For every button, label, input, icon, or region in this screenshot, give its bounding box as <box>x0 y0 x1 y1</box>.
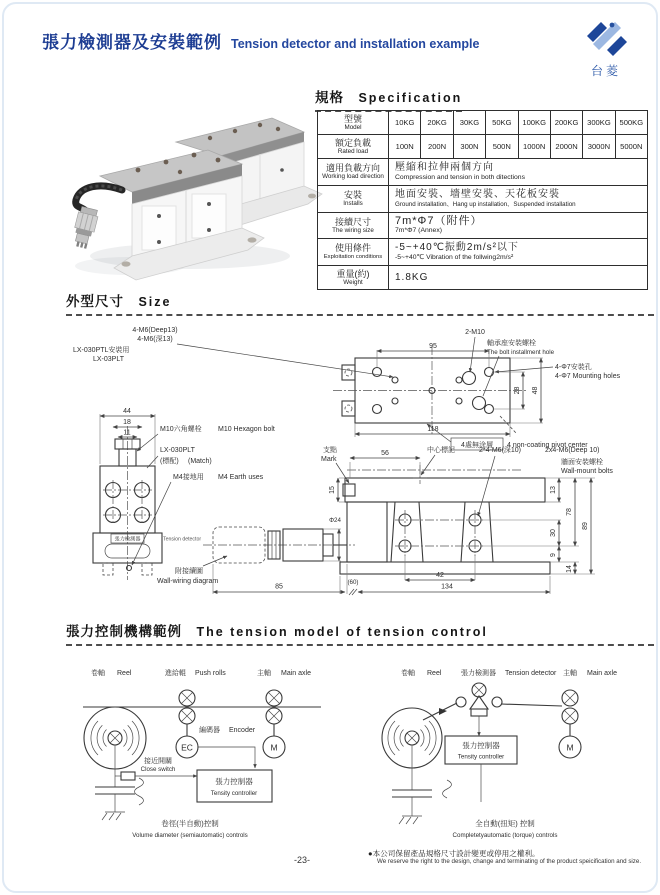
dim-48: 48 <box>532 386 539 395</box>
row-label <box>318 111 389 135</box>
label-mainaxle-zh: 主軸 <box>563 670 577 677</box>
label-2x4m6-en: 2x4-M6(Deep 10) <box>545 447 600 454</box>
model-cell: 20KG <box>421 111 453 135</box>
size-heading-en: Size <box>138 295 172 309</box>
dim-78: 78 <box>566 508 573 516</box>
dim-42: 42 <box>436 572 444 579</box>
label-mainaxle-en: Main axle <box>587 670 617 677</box>
row-label <box>318 159 389 186</box>
spec-heading <box>315 86 462 112</box>
label-zh: 額定負載 <box>334 137 371 148</box>
side-view <box>157 445 613 595</box>
label-lx-en: LX-03PLT <box>93 356 124 363</box>
label-match-zh: (標配) <box>160 458 179 465</box>
load-cell: 2000N <box>550 135 582 159</box>
weight-value <box>389 266 648 290</box>
label-hexbolt-en: M10 Hexagon bolt <box>218 426 275 433</box>
load-cell: 1000N <box>518 135 550 159</box>
diagram-automatic <box>382 668 617 839</box>
label-reel-zh: 卷軸 <box>401 670 415 677</box>
dim-95: 95 <box>429 343 437 350</box>
dim-30: 30 <box>550 529 557 537</box>
page-title-zh: 張力檢測器及安裝範例 <box>42 33 222 52</box>
label-2x4m6-zh: 2*4-M6(深10) <box>479 447 522 454</box>
cable-connector <box>70 186 122 250</box>
dim-56: 56 <box>381 450 389 457</box>
label-detector-zh: 張力檢測器 <box>114 536 141 543</box>
row-label <box>318 239 389 266</box>
label-noncoat-en: 4 non-coating pivot center <box>507 442 588 449</box>
label-wiring-diagram-en: Wall-wiring diagram <box>157 578 219 585</box>
conditions-value <box>389 239 648 266</box>
value-zh: 地面安裝、墻壁安裝、天花板安裝 <box>395 189 560 200</box>
spec-row-model <box>318 111 648 135</box>
spec-row-direction <box>318 159 648 186</box>
encoder-node: EC <box>181 742 193 753</box>
controller-box-en: Tensity controller <box>457 753 505 761</box>
spec-row-weight <box>318 266 648 290</box>
load-cell: 500N <box>486 135 518 159</box>
label-pushrolls-zh: 進給輥 <box>165 670 186 677</box>
value-en: Ground installation、Hang up installation、Suspended installation <box>395 200 576 208</box>
value-zh: 1.8KG <box>395 271 429 283</box>
row-label <box>318 266 389 290</box>
direction-value <box>389 159 648 186</box>
spec-row-wiring <box>318 213 648 239</box>
load-cell: 5000N <box>615 135 647 159</box>
page-number: -23- <box>294 855 311 865</box>
size-heading <box>66 290 654 316</box>
row-label <box>318 186 389 213</box>
label-en: Exploitation conditions <box>323 254 383 260</box>
controller-box-zh: 張力控制器 <box>215 777 253 786</box>
label-zh: 接續尺寸 <box>334 216 371 227</box>
spec-row-conditions <box>318 239 648 266</box>
model-cell: 30KG <box>453 111 485 135</box>
label-bearing-zh: 軸承座安裝螺栓 <box>487 340 536 347</box>
label-earth-zh: M4接地用 <box>173 474 204 481</box>
label-pivot-zh: 支點 <box>323 447 337 454</box>
page-title <box>42 28 479 53</box>
load-cell: 200N <box>421 135 453 159</box>
label-noncoat-zh: 4處無涂層 <box>461 442 493 449</box>
label-4m6-zh: 4-M6(深13) <box>137 336 173 343</box>
label-lx030plt: LX-030PLT <box>160 447 195 454</box>
row-label <box>318 135 389 159</box>
dim-89: 89 <box>582 522 589 530</box>
label-bearing-en: The bolt installment hole <box>487 349 555 356</box>
label-mainaxle-en: Main axle <box>281 670 311 677</box>
label-zh: 型號 <box>343 113 362 124</box>
caption-semiauto-zh: 卷徑(半自動)控制 <box>161 819 219 828</box>
caption-auto-en: Completetyautomatic (torque) controls <box>452 832 558 839</box>
dim-13: 13 <box>550 486 557 494</box>
label-zh: 安裝 <box>343 190 362 200</box>
product-photo <box>60 98 305 290</box>
dim-44: 44 <box>123 408 131 415</box>
label-holes-zh: 4-Φ7安裝孔 <box>555 364 592 371</box>
dim-18: 18 <box>123 419 131 426</box>
spec-row-install <box>318 186 648 213</box>
label-en: Working load direction <box>322 173 384 180</box>
value-en: 7m*Φ7 (Annex) <box>395 227 442 234</box>
model-cell: 100KG <box>518 111 550 135</box>
dim-9: 9 <box>550 553 557 557</box>
label-closeswitch-zh: 接近開關 <box>144 758 172 765</box>
label-4m6-en: 4-M6(Deep13) <box>132 327 178 334</box>
label-2m10: 2-M10 <box>465 329 485 336</box>
load-cell: 100N <box>389 135 421 159</box>
wiring-value <box>389 213 648 239</box>
label-wallmount-en: Wall-mount bolts <box>561 468 613 475</box>
model-cell: 200KG <box>550 111 582 135</box>
label-zh: 適用負載方向 <box>325 163 380 173</box>
load-cell: 3000N <box>583 135 615 159</box>
label-holes-en: 4-Φ7 Mounting holes <box>555 373 621 380</box>
label-encoder-en: Encoder <box>229 727 256 734</box>
label-en: The wiring size <box>332 226 374 234</box>
brand-logo-icon <box>583 16 629 56</box>
value-zh: 壓縮和拉伸兩個方向 <box>395 162 494 173</box>
label-en: Rated load <box>337 147 369 155</box>
dim-dia24: Φ24 <box>329 517 341 524</box>
value-en: -5~+40℃ Vibration of the follwing2m/s² <box>395 253 514 261</box>
label-encoder-zh: 編碼器 <box>199 727 220 734</box>
caption-semiauto-en: Volume diameter (semiautomatic) controls <box>132 832 248 839</box>
caption-auto-zh: 全自動(扭矩) 控制 <box>475 819 535 828</box>
label-mainaxle-zh: 主軸 <box>257 670 271 677</box>
dim-28: 28 <box>514 386 521 395</box>
footer-note-zh: ●本公司保留產品規格尺寸設計變更或停用之權利。 <box>368 849 540 858</box>
label-detector-zh: 張力檢測器 <box>461 670 496 677</box>
label-zh: 使用條件 <box>334 243 371 253</box>
page-title-en: Tension detector and installation example <box>231 37 480 51</box>
label-zh: 重量(約) <box>336 268 370 279</box>
dim-60: (60) <box>347 579 359 586</box>
label-detector-en: Tension detector <box>505 670 557 677</box>
motor-node: M <box>270 742 278 753</box>
brand-logo <box>580 16 632 79</box>
label-pivot-en: Mark <box>321 456 337 463</box>
tension-diagrams <box>55 650 655 845</box>
front-view <box>93 408 275 580</box>
load-cell: 300N <box>453 135 485 159</box>
value-zh: 7m*Φ7（附件） <box>395 214 483 227</box>
dim-118: 118 <box>427 426 439 433</box>
footer-note-en: We reserve the right to the design, change and terminating of the product speicification and size. <box>377 858 642 865</box>
label-pushrolls-en: Push rolls <box>195 670 226 677</box>
label-en: Installs <box>343 200 363 207</box>
controller-box-en: Tensity controller <box>210 790 258 797</box>
footer-note <box>368 849 653 866</box>
label-lx-zh: LX-030PTL安裝用 <box>73 347 130 354</box>
model-cell: 300KG <box>583 111 615 135</box>
tension-heading <box>66 620 654 646</box>
value-en: Compression and tension in both ditections <box>395 173 525 181</box>
spec-heading-zh: 規格 <box>315 90 344 105</box>
row-label <box>318 213 389 239</box>
model-cell: 50KG <box>486 111 518 135</box>
tension-heading-en: The tension model of tension control <box>196 625 488 639</box>
label-reel-zh: 卷軸 <box>91 670 105 677</box>
spec-row-load <box>318 135 648 159</box>
size-drawing <box>55 318 655 618</box>
install-value <box>389 186 648 213</box>
motor-node: M <box>566 742 574 753</box>
dim-14: 14 <box>566 565 573 573</box>
diagram-semiautomatic <box>83 668 321 839</box>
spec-heading-en: Specification <box>358 91 463 105</box>
label-hexbolt-zh: M10六角螺栓 <box>160 426 202 433</box>
spec-table <box>317 110 648 290</box>
dim-134: 134 <box>441 583 453 591</box>
label-reel-en: Reel <box>427 670 442 677</box>
label-en: Weight <box>343 278 363 286</box>
value-zh: -5~+40℃振動2m/s²以下 <box>395 242 519 253</box>
label-reel-en: Reel <box>117 670 132 677</box>
size-heading-zh: 外型尺寸 <box>66 294 124 309</box>
label-earth-en: M4 Earth uses <box>218 474 264 481</box>
label-en: Model <box>344 123 362 131</box>
tension-heading-zh: 張力控制機構範例 <box>66 624 182 639</box>
label-detector-en: Tension detector <box>163 536 202 543</box>
dim-85: 85 <box>275 583 283 591</box>
label-match-en: (Match) <box>188 458 212 465</box>
model-cell: 10KG <box>389 111 421 135</box>
model-cell: 500KG <box>615 111 647 135</box>
controller-box-zh: 張力控制器 <box>462 741 500 750</box>
label-wiring-diagram-zh: 附接續圖 <box>175 568 203 575</box>
label-closeswitch-en: Close switch <box>140 766 176 773</box>
label-wallmount-zh: 牆面安裝螺栓 <box>561 459 603 466</box>
dim-11: 11 <box>123 429 131 437</box>
brand-logo-text: 台菱 <box>590 64 621 78</box>
dim-15: 15 <box>329 486 336 494</box>
label-centermark-zh: 中心標記 <box>427 447 455 454</box>
